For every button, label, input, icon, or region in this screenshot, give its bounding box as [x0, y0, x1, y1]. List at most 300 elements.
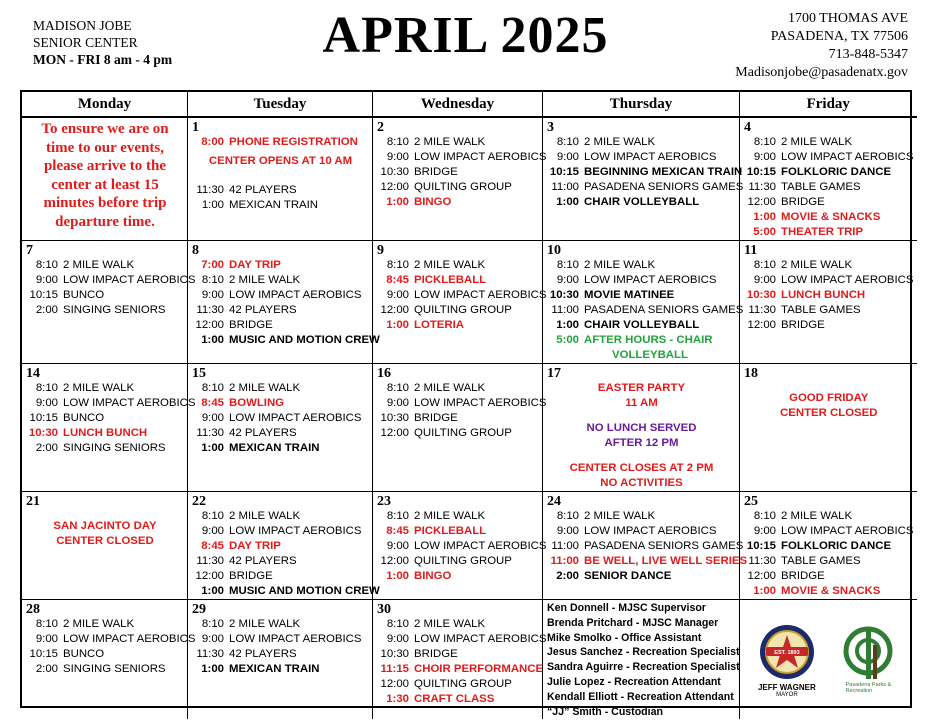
event-item: [192, 509, 369, 524]
event-time: 8:10: [386, 618, 409, 630]
weekday-header-friday: Friday: [740, 92, 917, 118]
event-name: MEXICAN TRAIN: [229, 199, 319, 211]
event-time: 9:00: [201, 525, 224, 537]
event-time: 10:15: [29, 648, 58, 660]
event-time: 8:10: [201, 382, 224, 394]
day-number: 16: [377, 366, 391, 381]
day-cell: [543, 241, 744, 364]
event-name: QUILTING GROUP: [414, 678, 512, 690]
event-item: [377, 426, 539, 441]
event-item: [547, 333, 736, 348]
event-time: 1:00: [556, 319, 579, 331]
spacer: [547, 451, 736, 461]
event-time: 10:15: [746, 166, 776, 178]
event-name: BINGO: [414, 196, 452, 208]
event-name: BRIDGE: [229, 570, 273, 582]
event-name: 2 MILE WALK: [584, 259, 656, 271]
event-item: [547, 524, 736, 539]
email-link[interactable]: Madisonjobe@pasadenatx.gov: [735, 65, 908, 80]
event-name: FOLKLORIC DANCE: [781, 540, 892, 552]
event-time: 9:00: [556, 151, 579, 163]
event-name: 2 MILE WALK: [229, 274, 301, 286]
event-name: 2 MILE WALK: [584, 510, 656, 522]
event-time: 12:00: [195, 319, 224, 331]
event-time: 9:00: [35, 397, 58, 409]
event-time: 8:10: [753, 136, 776, 148]
event-item: [377, 692, 539, 707]
event-item: [26, 273, 196, 288]
event-time: 1:00: [753, 211, 776, 223]
event-item: [377, 662, 544, 677]
day-cell: [373, 118, 547, 241]
day-number: 14: [26, 366, 40, 381]
org-name-line1: MADISON JOBE: [33, 18, 132, 33]
event-time: 9:00: [386, 151, 409, 163]
event-time: 10:30: [28, 427, 58, 439]
trip-arrival-note: To ensure we are on time to our events, please arrive to the center at least 15 minutes before trip departure time.: [41, 121, 169, 230]
staff-line: Jesus Sanchez - Recreation Specialist: [547, 646, 740, 659]
event-name: 2 MILE WALK: [414, 136, 486, 148]
city-seal-icon: [758, 623, 816, 681]
event-name: 42 PLAYERS: [229, 555, 297, 567]
event-item: [377, 617, 539, 632]
event-name: 2 MILE WALK: [584, 136, 656, 148]
event-item: [377, 288, 547, 303]
event-item: [377, 165, 539, 180]
event-name: CRAFT CLASS: [414, 693, 495, 705]
event-name: BUNCO: [63, 648, 105, 660]
event-item: [377, 524, 539, 539]
event-name: 2 MILE WALK: [414, 510, 486, 522]
day-number: 23: [377, 494, 391, 509]
event-time: 10:30: [746, 289, 776, 301]
event-item: [192, 647, 369, 662]
event-item: [744, 554, 914, 569]
logos-cell: [740, 600, 917, 719]
day-cell: [543, 364, 740, 492]
address-line1: 1700 THOMAS AVE: [787, 11, 908, 26]
event-name: QUILTING GROUP: [414, 181, 512, 193]
event-item: [744, 225, 914, 240]
mayor-name: JEFF WAGNER: [757, 683, 816, 693]
day-number: 22: [192, 494, 206, 509]
event-time: 9:00: [386, 540, 409, 552]
event-time: 11:30: [748, 181, 776, 193]
event-name: LOW IMPACT AEROBICS: [781, 151, 914, 163]
event-name: LOW IMPACT AEROBICS: [414, 633, 547, 645]
event-time: 12:00: [747, 319, 776, 331]
event-item: [192, 258, 369, 273]
spacer: [547, 411, 736, 421]
day-number: 25: [744, 494, 758, 509]
event-name: 2 MILE WALK: [781, 259, 853, 271]
event-time: 11:30: [196, 427, 224, 439]
event-item: [192, 632, 369, 647]
day-cell: [373, 364, 547, 492]
event-time: 8:45: [386, 274, 409, 286]
event-time: 11:30: [748, 304, 776, 316]
day-notice-line: NO ACTIVITIES: [600, 477, 683, 489]
event-name: TABLE GAMES: [781, 304, 861, 316]
event-time: 10:15: [29, 412, 58, 424]
event-name: LOTERIA: [414, 319, 464, 331]
event-time: 8:10: [556, 259, 579, 271]
event-time: 10:30: [380, 412, 409, 424]
event-time: 8:10: [35, 259, 58, 271]
day-cell: [22, 364, 196, 492]
event-item: [192, 198, 369, 213]
event-item: [377, 509, 539, 524]
event-item: [377, 411, 539, 426]
event-item: [192, 426, 369, 441]
event-item: [377, 554, 539, 569]
event-item: [377, 303, 539, 318]
event-time: 9:00: [35, 274, 58, 286]
event-time: 12:00: [747, 196, 776, 208]
day-number: 11: [744, 243, 758, 258]
event-time: 10:30: [380, 166, 409, 178]
event-name: BUNCO: [63, 412, 105, 424]
event-time: 8:10: [35, 618, 58, 630]
event-name: PICKLEBALL: [414, 525, 487, 537]
day-number: 1: [192, 120, 199, 135]
spacer: [744, 381, 914, 391]
day-number: 3: [547, 120, 554, 135]
event-name: DAY TRIP: [229, 540, 281, 552]
event-item: [547, 150, 736, 165]
event-item: [377, 569, 539, 584]
parks-leaf-icon: [844, 627, 900, 681]
day-number: 9: [377, 243, 384, 258]
event-name: MOVIE & SNACKS: [781, 211, 881, 223]
event-time: 11:00: [551, 304, 579, 316]
event-name: 2 MILE WALK: [229, 382, 301, 394]
event-item: [377, 396, 547, 411]
event-name: CHAIR VOLLEYBALL: [584, 319, 700, 331]
event-name: BRIDGE: [229, 319, 273, 331]
event-time: 1:00: [753, 585, 776, 597]
contact-info: [735, 10, 908, 82]
event-item: [547, 554, 748, 569]
event-time: 11:00: [550, 555, 579, 567]
event-item: [192, 288, 369, 303]
city-seal-logo: [758, 623, 816, 698]
day-number: 8: [192, 243, 199, 258]
event-time: 8:10: [386, 382, 409, 394]
staff-line: Julie Lopez - Recreation Attendant: [547, 675, 721, 688]
day-number: 4: [744, 120, 751, 135]
event-name: AFTER HOURS - CHAIR: [584, 334, 713, 346]
day-notice-line: SAN JACINTO DAY: [53, 520, 157, 532]
event-item: [547, 180, 744, 195]
event-name: LOW IMPACT AEROBICS: [63, 397, 196, 409]
event-item: [26, 288, 184, 303]
event-name: LOW IMPACT AEROBICS: [414, 397, 547, 409]
day-notice-line: AFTER 12 PM: [604, 437, 679, 449]
event-item: [26, 426, 184, 441]
staff-line: Sandra Aguirre - Recreation Specialist: [547, 661, 740, 674]
event-note: CENTER OPENS AT 10 AM: [208, 155, 353, 167]
calendar-grid: [20, 90, 914, 718]
event-time: 8:10: [201, 510, 224, 522]
event-time: 5:00: [556, 334, 579, 346]
event-item: [744, 539, 914, 554]
event-name: BRIDGE: [781, 570, 825, 582]
event-item: [744, 524, 914, 539]
staff-line: “JJ” Smith - Custodian: [547, 705, 663, 718]
event-name: BE WELL, LIVE WELL SERIES: [584, 555, 748, 567]
event-name: BRIDGE: [781, 196, 825, 208]
event-item: [744, 210, 914, 225]
event-item: [192, 381, 369, 396]
day-notice-line: CENTER CLOSED: [56, 535, 154, 547]
event-time: [547, 348, 607, 363]
day-number: 30: [377, 602, 391, 617]
event-time: 10:30: [380, 648, 409, 660]
event-item: [26, 441, 184, 456]
day-cell: [543, 492, 748, 600]
event-time: 2:00: [35, 663, 58, 675]
event-item: [192, 318, 369, 333]
day-cell: [188, 600, 373, 719]
day-cell: [740, 118, 917, 241]
event-name: 2 MILE WALK: [414, 259, 486, 271]
event-name: PICKLEBALL: [414, 274, 487, 286]
event-time: 10:30: [549, 289, 579, 301]
event-item: [547, 165, 743, 180]
staff-line: Kendall Elliott - Recreation Attendant: [547, 690, 734, 703]
event-name: MOVIE MATINEE: [584, 289, 675, 301]
event-name: 2 MILE WALK: [229, 618, 301, 630]
day-cell: [373, 600, 547, 719]
event-time: 1:00: [386, 319, 409, 331]
parks-caption: Pasadena Parks & Recreation: [845, 682, 892, 695]
event-item: [744, 195, 914, 210]
event-item: [26, 411, 184, 426]
event-item: [547, 303, 744, 318]
event-name: BRIDGE: [414, 648, 458, 660]
event-time: 12:00: [380, 427, 409, 439]
day-cell: [22, 600, 196, 719]
event-name: CHAIR VOLLEYBALL: [584, 196, 700, 208]
event-time: 9:00: [201, 412, 224, 424]
event-item: [26, 617, 184, 632]
event-time: 8:10: [201, 618, 224, 630]
event-time: 10:15: [29, 289, 58, 301]
event-item: [547, 539, 744, 554]
event-name: DAY TRIP: [229, 259, 281, 271]
event-time: 10:15: [746, 540, 776, 552]
event-item: [26, 662, 184, 677]
event-time: 11:30: [196, 304, 224, 316]
event-item: [26, 258, 184, 273]
event-time: 8:45: [386, 525, 409, 537]
event-time: 9:00: [201, 633, 224, 645]
event-name: BINGO: [414, 570, 452, 582]
event-item: [26, 381, 184, 396]
phone: 713-848-5347: [828, 47, 908, 62]
day-notice-line: CENTER CLOSES AT 2 PM: [569, 462, 714, 474]
event-name: BRIDGE: [414, 412, 458, 424]
event-name: LOW IMPACT AEROBICS: [414, 540, 547, 552]
day-notice-line: NO LUNCH SERVED: [586, 422, 697, 434]
event-item: [744, 165, 914, 180]
event-name: MUSIC AND MOTION CREW: [229, 334, 380, 346]
staff-line: Brenda Pritchard - MJSC Manager: [547, 616, 719, 629]
event-name: BRIDGE: [781, 319, 825, 331]
event-time: 2:00: [35, 304, 58, 316]
event-time: 12:00: [380, 678, 409, 690]
event-time: 10:15: [549, 166, 579, 178]
event-name: BRIDGE: [414, 166, 458, 178]
day-cell: [740, 241, 917, 364]
event-name: 2 MILE WALK: [781, 136, 853, 148]
day-number: 2: [377, 120, 384, 135]
event-item: [744, 584, 914, 599]
org-name-line2: SENIOR CENTER: [33, 35, 138, 50]
event-name: BUNCO: [63, 289, 105, 301]
event-item: [26, 647, 184, 662]
event-item: [192, 554, 369, 569]
weekday-header-monday: Monday: [22, 92, 188, 118]
event-time: 12:00: [195, 570, 224, 582]
event-name: LUNCH BUNCH: [781, 289, 866, 301]
day-cell: [188, 118, 373, 241]
event-time: 1:00: [556, 196, 579, 208]
event-name: LOW IMPACT AEROBICS: [63, 633, 196, 645]
event-time: 8:10: [556, 510, 579, 522]
event-item: [744, 318, 914, 333]
event-item: [26, 396, 196, 411]
event-item: [377, 273, 539, 288]
event-item: [192, 183, 369, 198]
event-name: CHOIR PERFORMANCE: [414, 663, 544, 675]
day-notice-line: GOOD FRIDAY: [789, 392, 869, 404]
day-number: 10: [547, 243, 561, 258]
event-name: BOWLING: [229, 397, 285, 409]
event-name: FOLKLORIC DANCE: [781, 166, 892, 178]
event-time: 8:45: [201, 397, 224, 409]
event-item: [377, 647, 539, 662]
event-time: 1:00: [386, 196, 409, 208]
event-time: 9:00: [556, 525, 579, 537]
event-item: [547, 348, 736, 363]
event-time: 7:00: [201, 259, 224, 271]
event-time: 8:10: [201, 274, 224, 286]
event-item: [744, 288, 914, 303]
event-time: 11:30: [748, 555, 776, 567]
event-item: [192, 539, 369, 554]
event-time: 9:00: [386, 289, 409, 301]
event-time: 1:00: [201, 585, 224, 597]
address-line2: PASADENA, TX 77506: [770, 29, 908, 44]
event-time: 9:00: [556, 274, 579, 286]
staff-line: Mike Smolko - Office Assistant: [547, 631, 702, 644]
event-name: LOW IMPACT AEROBICS: [414, 151, 547, 163]
event-item: [192, 617, 369, 632]
event-time: 11:30: [196, 648, 224, 660]
event-item: [547, 318, 736, 333]
event-name: MEXICAN TRAIN: [229, 663, 320, 675]
event-time: 8:10: [753, 259, 776, 271]
day-number: 18: [744, 366, 758, 381]
event-item: [192, 441, 369, 456]
event-name: 2 MILE WALK: [414, 618, 486, 630]
day-number: 17: [547, 366, 561, 381]
event-name: 42 PLAYERS: [229, 648, 297, 660]
day-cell: [373, 241, 547, 364]
day-cell: [740, 364, 917, 492]
event-time: 5:00: [753, 226, 776, 238]
day-notice-line: 11 AM: [625, 397, 658, 409]
event-time: 11:00: [551, 540, 579, 552]
event-item: [377, 632, 547, 647]
event-time: 12:00: [747, 570, 776, 582]
event-time: 11:15: [380, 663, 409, 675]
event-time: 12:00: [380, 304, 409, 316]
event-item: [192, 662, 369, 677]
day-cell: [543, 118, 744, 241]
day-cell: [188, 364, 373, 492]
event-item: [377, 381, 539, 396]
event-time: 9:00: [35, 633, 58, 645]
staff-line: Ken Donnell - MJSC Supervisor: [547, 602, 706, 614]
event-name: 2 MILE WALK: [63, 259, 135, 271]
event-name: LOW IMPACT AEROBICS: [63, 274, 196, 286]
day-number: 29: [192, 602, 206, 617]
event-name: TABLE GAMES: [781, 555, 861, 567]
event-time: 1:30: [386, 693, 409, 705]
event-name: THEATER TRIP: [781, 226, 864, 238]
event-item: [547, 569, 736, 584]
event-time: 2:00: [35, 442, 58, 454]
event-item: [377, 180, 539, 195]
event-item: [744, 180, 914, 195]
event-item: [377, 318, 539, 333]
event-name: PHONE REGISTRATION: [229, 136, 358, 148]
event-item: [744, 135, 914, 150]
event-name: PASADENA SENIORS GAMES: [584, 181, 744, 193]
day-cell: [188, 241, 380, 364]
event-item: [547, 195, 736, 210]
event-time: 8:10: [556, 136, 579, 148]
event-time: 11:30: [196, 555, 224, 567]
event-time: 1:00: [386, 570, 409, 582]
event-name: 2 MILE WALK: [781, 510, 853, 522]
event-item: [192, 411, 369, 426]
event-name: LOW IMPACT AEROBICS: [781, 274, 914, 286]
event-name: 2 MILE WALK: [229, 510, 301, 522]
day-cell: [22, 492, 188, 600]
event-name: QUILTING GROUP: [414, 427, 512, 439]
event-name: 42 PLAYERS: [229, 184, 297, 196]
event-name: LOW IMPACT AEROBICS: [229, 525, 362, 537]
event-time: 1:00: [201, 442, 224, 454]
event-name: LOW IMPACT AEROBICS: [584, 274, 717, 286]
event-item: [547, 135, 736, 150]
event-time: 12:00: [380, 555, 409, 567]
day-number: 24: [547, 494, 561, 509]
hours: MON - FRI 8 am - 4 pm: [33, 52, 173, 67]
event-name: LOW IMPACT AEROBICS: [584, 525, 717, 537]
event-time: 9:00: [386, 633, 409, 645]
event-name: PASADENA SENIORS GAMES: [584, 540, 744, 552]
event-time: 9:00: [201, 289, 224, 301]
spacer: [26, 509, 184, 519]
event-time: 2:00: [556, 570, 579, 582]
event-name: TABLE GAMES: [781, 181, 861, 193]
day-number: 28: [26, 602, 40, 617]
